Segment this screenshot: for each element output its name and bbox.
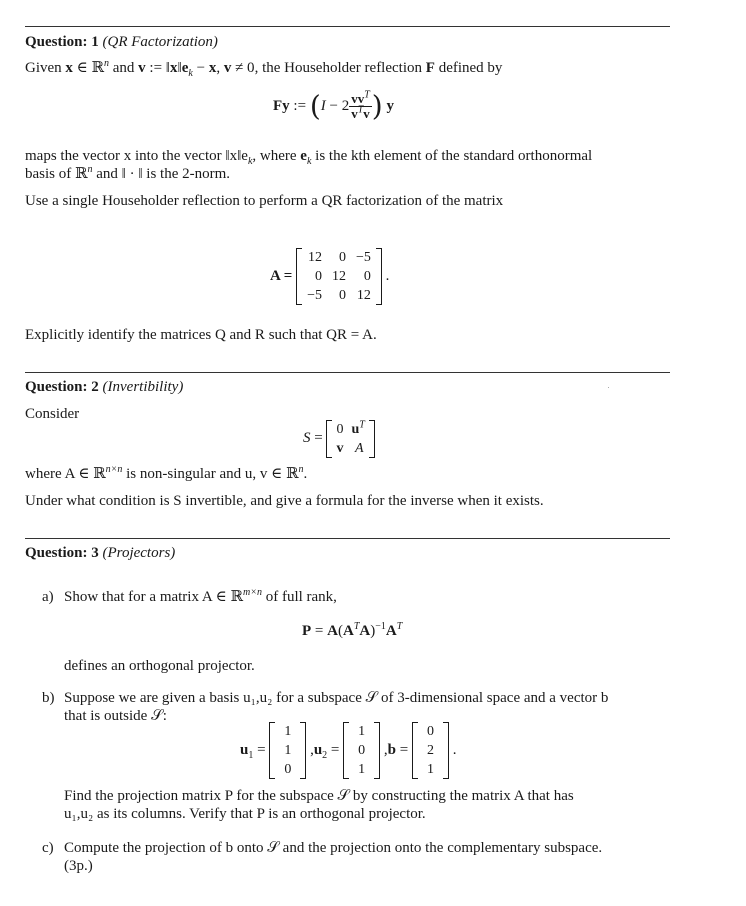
q1-basis-norm: and ‖ · ‖ is the 2-norm.: [96, 166, 231, 182]
vector-u1-entry: 0: [284, 762, 292, 778]
q3-b-text1: Suppose we are given a basis u₁,u₂ for a subspace 𝒮 of 3-dimensional space and a vector b: [64, 690, 609, 706]
vector-u2-entry: 1: [358, 724, 366, 740]
matrix-a-cell: 0: [338, 250, 346, 266]
q2-topic: (Invertibility): [102, 379, 184, 395]
vector-b-entry: 1: [426, 762, 434, 778]
q2-title: [25, 378, 183, 396]
matrix-a: [296, 248, 382, 305]
q1-intro-rest: , the Householder reflection: [254, 60, 423, 76]
q3-b-text2: that is outside 𝒮:: [64, 708, 167, 724]
vector-u1-entry: 1: [284, 724, 292, 740]
vector-u2-entry: 1: [358, 762, 366, 778]
vector-u2-entry: 0: [358, 743, 366, 759]
divider-q2: [25, 372, 670, 373]
q3-b-find1: Find the projection matrix P for the subspace 𝒮 by constructing the matrix A that has: [64, 788, 574, 804]
q2-heading: Question: 2: [25, 379, 99, 395]
matrix-a-cell: 0: [338, 288, 346, 304]
q3-topic: (Projectors): [102, 545, 176, 561]
q3-heading: Question: 3: [25, 545, 99, 561]
vector-u1: [269, 722, 306, 779]
matrix-a-cell: 12: [331, 269, 346, 285]
q3-b-find2: u₁,u₂ as its columns. Verify that P is an orthogonal projector.: [64, 806, 426, 822]
vector-b-entry: 2: [426, 743, 434, 759]
q3-a-defines: defines an orthogonal projector.: [64, 658, 255, 674]
vector-u1-entry: 1: [284, 743, 292, 759]
matrix-a-cell: 0: [363, 269, 371, 285]
q1-intro-defined: defined by: [438, 60, 503, 76]
q1-topic: (QR Factorization): [102, 34, 218, 50]
q3-c-label: c): [42, 840, 54, 856]
q1-title: [25, 33, 218, 51]
q1-identify: Explicitly identify the matrices Q and R such that QR = A.: [25, 327, 377, 343]
q3-title: [25, 544, 175, 562]
q2-where: where A ∈ ℝ$^{n\times n}$ is non-singular and u, v ∈ ℝ$^n$.: [25, 464, 308, 482]
vector-b-entry: 0: [426, 724, 434, 740]
divider-top: [25, 26, 670, 27]
q3-a-text2: of full rank,: [265, 589, 337, 605]
q3-a-label: a): [42, 589, 54, 605]
q2-consider: Consider: [25, 406, 80, 422]
q3-a-text-main: Show that for a matrix A ∈ ℝ: [64, 589, 243, 605]
s-matrix-formula: S = 0 $u^T$ v A: [303, 418, 375, 458]
q3-c-text2: (3p.): [64, 858, 93, 874]
matrix-a-cell: 12: [307, 250, 322, 266]
basis-vectors: $u_1$ = 1 1 0 $,u_2$ = 1 0 1 ,b = 0 2 1 .: [240, 724, 457, 778]
q2-where-nonsing: is non-singular and u, v ∈ ℝ: [126, 466, 299, 482]
q1-use: Use a single Householder reflection to perform a QR factorization of the matrix: [25, 193, 504, 209]
q1-maps-where: , where: [252, 148, 297, 164]
q1-intro-given: Given: [25, 60, 62, 76]
vector-b: [412, 722, 449, 779]
matrix-a-cell: 0: [314, 269, 322, 285]
matrix-a-cell: −5: [355, 250, 371, 266]
vector-u2: [343, 722, 380, 779]
q3-a-text: Show that for a matrix A ∈ ℝ$^{m\times n}$ of full rank,: [64, 587, 337, 605]
matrix-a-cell: 12: [356, 288, 371, 304]
matrix-s: 0 $u^T$ v A: [326, 420, 374, 458]
q2-condition: Under what condition is S invertible, and give a formula for the inverse when it exists.: [25, 493, 544, 509]
q1-maps-text: maps the vector x into the vector ‖x‖e: [25, 148, 248, 164]
projector-formula: $P = A(A^TA)^{-1}A^T$: [302, 621, 403, 639]
q2-where-text: where A ∈ ℝ: [25, 466, 106, 482]
q3-c-text1: Compute the projection of b onto 𝒮 and the projection onto the complementary subspace.: [64, 840, 603, 856]
divider-q3: [25, 538, 670, 539]
q1-maps: maps the vector x into the vector $‖x‖e_k$, where $e_k$ is the kth element of the standard orthonormal: [25, 148, 593, 167]
q3-b-label: b): [42, 690, 55, 706]
householder-formula: Fy := (I − 2 $\frac{vv^T}{v^Tv}$ ) y: [273, 89, 394, 123]
q1-heading: Question: 1: [25, 34, 99, 50]
q1-intro: Given x ∈ ℝ$^n$ and v := $‖x‖e_k - x$, v ≠ 0, the Householder reflection F defined by: [25, 58, 503, 79]
q1-basis: basis of ℝ$^n$ and ‖ · ‖ is the 2-norm.: [25, 164, 231, 182]
stray-dot: [608, 387, 609, 388]
q1-matrix-block: A = 12 0 −5 0 12 0 −5 0 12 .: [270, 250, 390, 304]
q1-basis-text: basis of ℝ: [25, 166, 88, 182]
q1-matrix-label: A =: [270, 268, 293, 284]
matrix-a-cell: −5: [307, 288, 322, 304]
q1-maps-kth: is the kth element of the standard orthonormal: [315, 148, 593, 164]
